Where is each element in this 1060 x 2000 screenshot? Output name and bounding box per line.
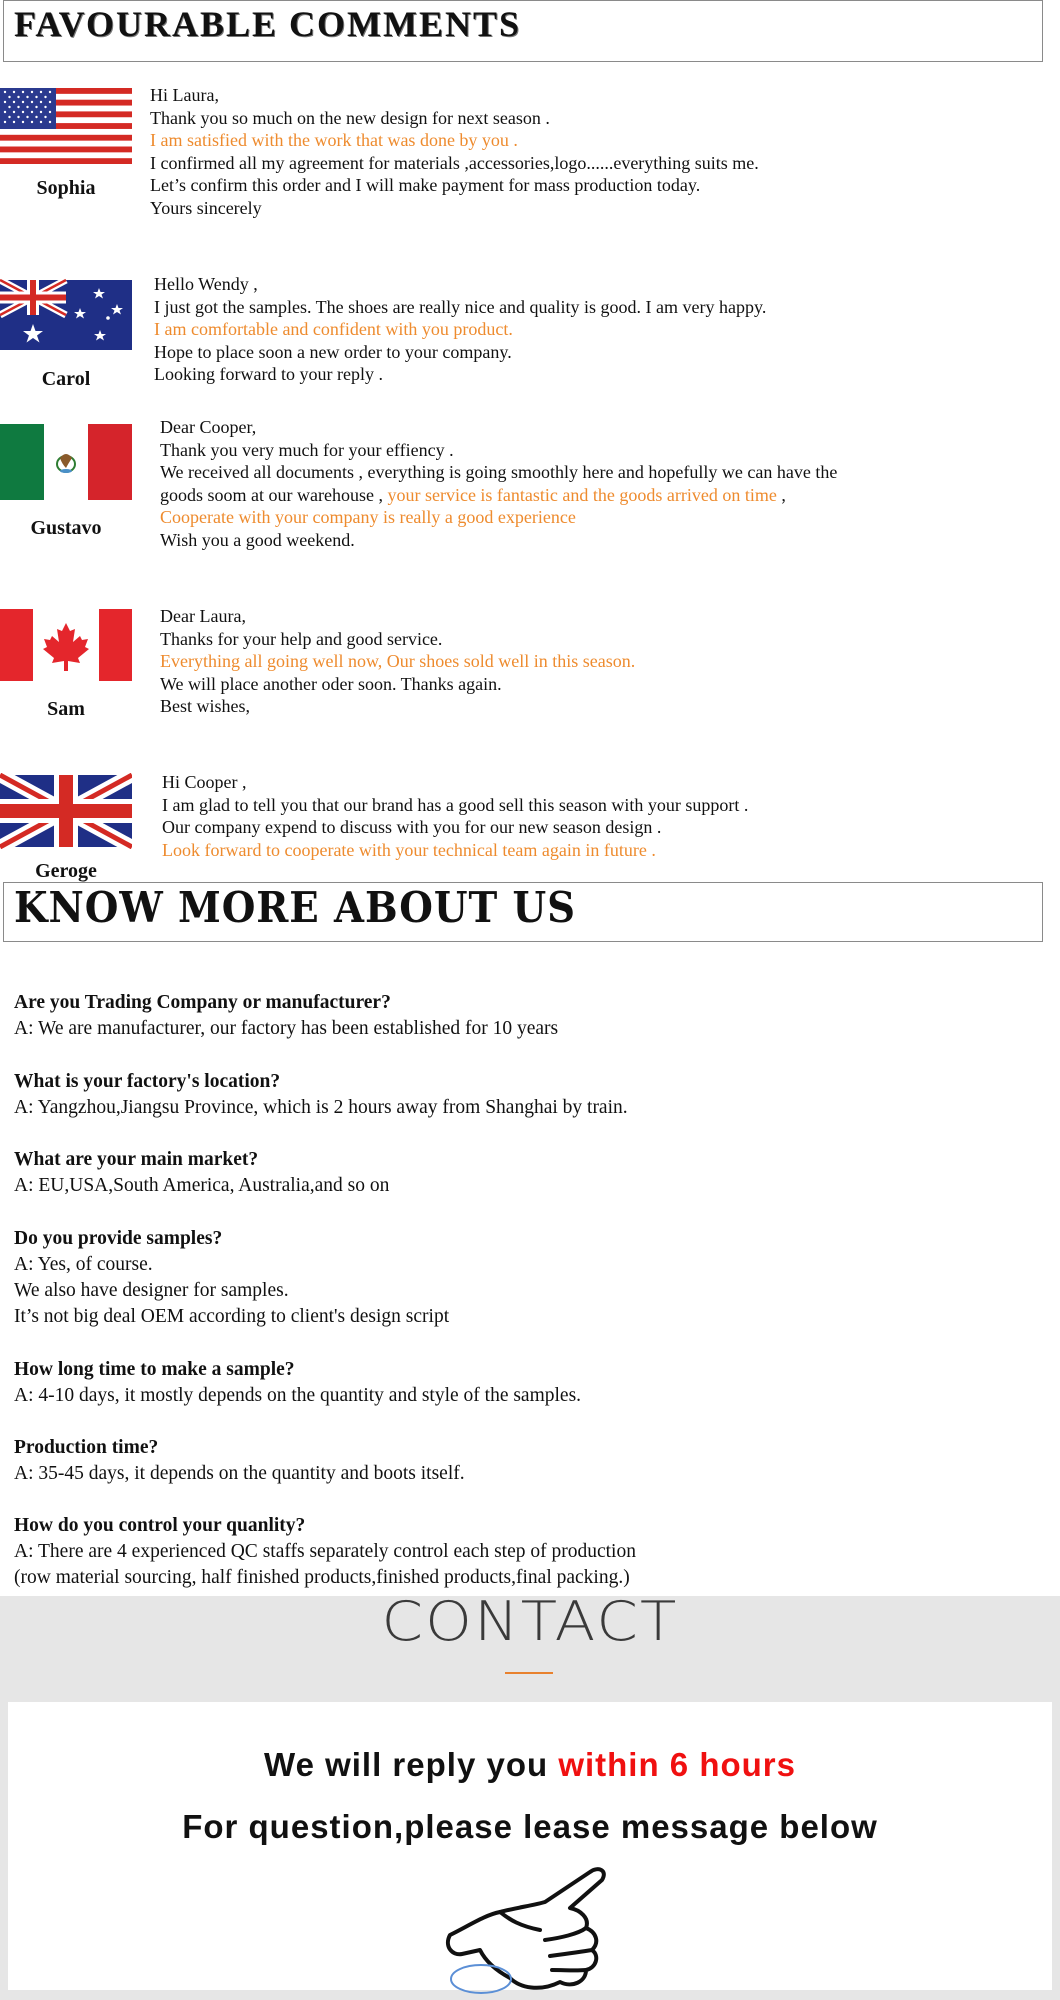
reply-message: [0, 1746, 1060, 1784]
faq-item: [14, 1226, 449, 1330]
contact-title: CONTACT: [381, 1590, 679, 1653]
usa-flag-icon: [0, 88, 132, 164]
canada-flag-icon: [0, 607, 132, 683]
commenter-name: Sophia: [36, 177, 96, 199]
australia-flag-icon: [0, 277, 132, 353]
faq-answer: A: Yes, of course.: [14, 1254, 153, 1275]
comment-line-mixed: [160, 484, 837, 507]
comment-line: Yours sincerely: [150, 197, 262, 218]
faq-item: [14, 1513, 636, 1591]
faq-question: Are you Trading Company or manufacturer?: [14, 992, 391, 1013]
comment-line: Hope to place soon a new order to your company.: [154, 341, 512, 362]
comment-line: Looking forward to your reply .: [154, 364, 383, 384]
faq-item: [14, 1435, 465, 1487]
comment-line-highlight: I am satisfied with the work that was done by you .: [150, 130, 518, 150]
faq-question: Do you provide samples?: [14, 1228, 223, 1249]
comment-line: Hello Wendy ,: [154, 274, 258, 294]
faq-item: [14, 1147, 389, 1199]
faq-question: How do you control your quanlity?: [14, 1515, 306, 1536]
faq-answer: A: 35-45 days, it depends on the quantity and boots itself.: [14, 1463, 465, 1484]
faq-answer: It’s not big deal OEM according to client's design script: [14, 1306, 450, 1327]
comment-card-gustavo: [0, 424, 132, 540]
comment-text-sam: [160, 605, 635, 718]
comment-line: Wish you a good weekend.: [160, 529, 355, 550]
comment-line: Dear Cooper,: [160, 417, 257, 437]
faq-item: [14, 990, 558, 1042]
commenter-name: Gustavo: [30, 517, 102, 539]
reply-time-highlight: within 6 hours: [558, 1746, 796, 1783]
faq-item: [14, 1357, 581, 1409]
comment-text-part: goods soom at our warehouse ,: [160, 484, 388, 505]
faq-answer: A: 4-10 days, it mostly depends on the quantity and style of the samples.: [14, 1385, 582, 1406]
comment-text-gustavo: [160, 416, 837, 551]
comment-text-part-highlight: your service is fantastic and the goods arrived on time: [387, 484, 777, 505]
reply-prefix: We will reply you: [264, 1746, 559, 1783]
uk-flag-icon: [0, 773, 132, 849]
comment-line: Hi Cooper ,: [162, 772, 247, 792]
commenter-name: Sam: [47, 698, 85, 720]
faq-answer: A: EU,USA,South America, Australia,and so on: [14, 1175, 390, 1196]
comment-card-sam: [0, 607, 132, 721]
comment-line: Thank you very much for your effiency .: [160, 439, 454, 460]
comment-line: I confirmed all my agreement for materials ,accessories,logo......everything suits me.: [150, 152, 759, 173]
comment-line: Thank you so much on the new design for next season .: [150, 107, 550, 128]
comment-line: I just got the samples. The shoes are really nice and quality is good. I am very happy.: [154, 296, 767, 317]
comment-text-part: ,: [776, 484, 786, 505]
comment-card-geroge: [0, 773, 132, 883]
know-more-title: KNOW MORE ABOUT US: [14, 883, 576, 932]
faq-answer: A: There are 4 experienced QC staffs separately control each step of production: [14, 1541, 636, 1562]
comment-line: I am glad to tell you that our brand has a good sell this season with your support .: [162, 794, 749, 815]
comment-text-sophia: [150, 84, 759, 219]
know-more-banner: [3, 882, 1043, 942]
faq-question: What are your main market?: [14, 1149, 259, 1170]
faq-question: How long time to make a sample?: [14, 1359, 295, 1380]
comment-text-carol: [154, 273, 766, 386]
faq-answer: We also have designer for samples.: [14, 1280, 289, 1301]
question-message: For question,please lease message below: [182, 1808, 878, 1845]
faq-answer: (row material sourcing, half finished products,finished products,final packing.): [14, 1567, 630, 1588]
comment-line-highlight: Everything all going well now, Our shoes sold well in this season.: [160, 651, 636, 671]
favourable-comments-banner: [3, 0, 1043, 62]
comment-line-highlight: I am comfortable and confident with you product.: [154, 319, 513, 339]
comment-line: We will place another oder soon. Thanks again.: [160, 673, 502, 694]
comment-card-sophia: [0, 88, 132, 200]
commenter-name: Carol: [41, 368, 91, 390]
comment-line: Thanks for your help and good service.: [160, 628, 443, 649]
click-ripple-icon: [448, 1962, 514, 1996]
comment-line: We received all documents , everything is going smoothly here and hopefully we can have the: [160, 462, 838, 482]
comment-line: Our company expend to discuss with you for our new season design .: [162, 817, 662, 837]
comment-line: Let’s confirm this order and I will make payment for mass production today.: [150, 175, 701, 195]
comment-line: Hi Laura,: [150, 85, 219, 105]
favourable-comments-title: FAVOURABLE COMMENTS: [14, 4, 521, 44]
faq-answer: A: We are manufacturer, our factory has been established for 10 years: [14, 1018, 559, 1039]
comment-text-geroge: [162, 771, 748, 861]
faq-item: [14, 1069, 628, 1121]
commenter-name: Geroge: [35, 860, 97, 882]
faq-answer: A: Yangzhou,Jiangsu Province, which is 2 hours away from Shanghai by train.: [14, 1097, 628, 1118]
comment-line: Dear Laura,: [160, 606, 246, 626]
faq-question: Production time?: [14, 1437, 159, 1458]
contact-divider: [505, 1672, 553, 1674]
comment-line-highlight: Cooperate with your company is really a good experience: [160, 507, 576, 527]
comment-line: Best wishes,: [160, 696, 250, 716]
comment-line-highlight: Look forward to cooperate with your technical team again in future .: [162, 839, 656, 860]
comment-card-carol: [0, 277, 132, 391]
faq-question: What is your factory's location?: [14, 1071, 281, 1092]
mexico-flag-icon: [0, 424, 132, 500]
